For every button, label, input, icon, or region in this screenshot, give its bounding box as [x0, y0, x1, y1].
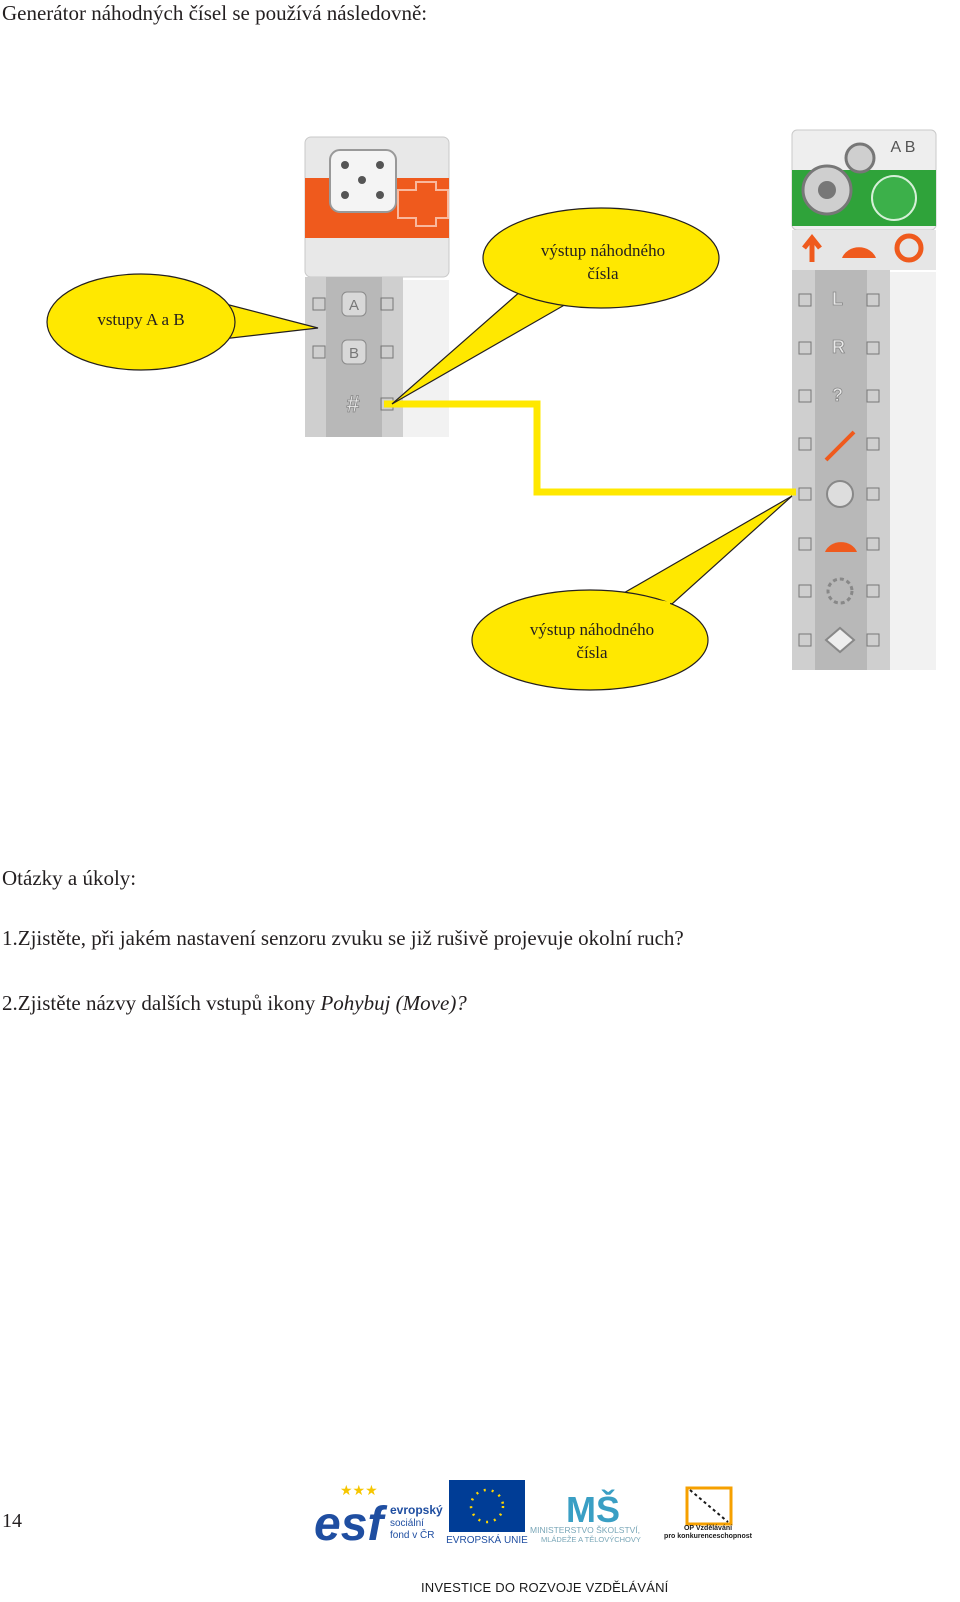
random-block [305, 137, 449, 437]
svg-text:fond v ČR: fond v ČR [390, 1530, 435, 1541]
svg-text:MLÁDEŽE A TĚLOVÝCHOVY: MLÁDEŽE A TĚLOVÝCHOVY [541, 1535, 641, 1544]
port-q-label: ? [832, 385, 843, 405]
svg-text:evropský: evropský [390, 1503, 443, 1517]
callout-output-bottom-line1: výstup náhodného [529, 620, 655, 639]
callout-inputs [47, 274, 318, 370]
move-block [792, 130, 936, 670]
port-out-label: # [346, 391, 360, 418]
callout-inputs-text: vstupy A a B [97, 310, 185, 329]
esf-logo [314, 1480, 446, 1551]
steering-icon [827, 481, 853, 507]
questions-heading: Otázky a úkoly: [2, 866, 137, 890]
question-2-text: 2.Zjistěte názvy dalších vstupů ikony [2, 991, 321, 1015]
port-r-label: R [832, 337, 845, 357]
callout-output-bottom-line2: čísla [576, 643, 608, 662]
svg-text:EVROPSKÁ UNIE: EVROPSKÁ UNIE [446, 1535, 528, 1546]
callout-output-bottom [472, 496, 792, 690]
question-1: 1.Zjistěte, při jakém nastavení senzoru zvuku se již rušivě projevuje okolní ruch? [2, 926, 684, 950]
svg-text:sociální: sociální [390, 1518, 424, 1529]
question-2-italic: Pohybuj (Move)? [320, 991, 467, 1015]
svg-text:OP Vzdělávání: OP Vzdělávání [683, 1525, 733, 1532]
svg-text:MINISTERSTVO ŠKOLSTVÍ,: MINISTERSTVO ŠKOLSTVÍ, [530, 1525, 641, 1535]
msmt-mark-icon: MŠ [566, 1489, 620, 1530]
eu-logo [446, 1480, 528, 1546]
port-a-label: A [348, 297, 360, 314]
intro-text: Generátor náhodných čísel se používá následovně: [2, 1, 428, 25]
port-l-label: L [832, 289, 843, 309]
question-2 [2, 991, 467, 1016]
move-header-label: A B [890, 139, 916, 156]
footer-caption: INVESTICE DO ROZVOJE VZDĚLÁVÁNÍ [421, 1580, 669, 1595]
callout-output-top-line2: čísla [587, 264, 619, 283]
page-number: 14 [2, 1510, 22, 1532]
svg-text:pro konkurenceschopnost: pro konkurenceschopnost [664, 1533, 752, 1540]
port-b-label: B [348, 345, 360, 362]
esf-mark: esf [314, 1498, 384, 1551]
star-icon: ★★★ [340, 1484, 378, 1499]
callout-output-top-line1: výstup náhodného [540, 241, 666, 260]
